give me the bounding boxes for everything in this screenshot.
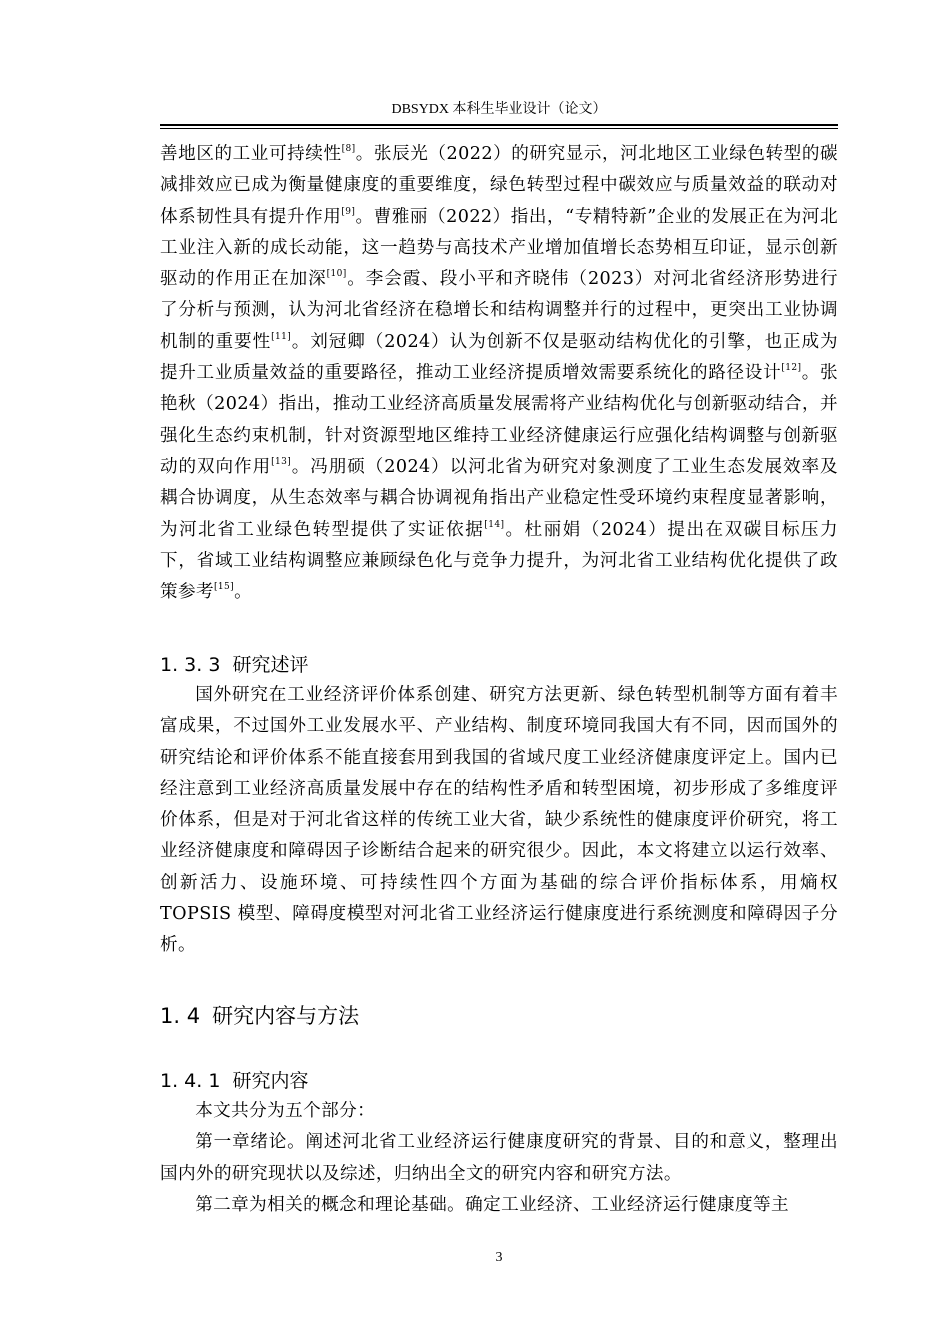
- header-rule-thick: [160, 124, 838, 126]
- text-run: 善地区的工业可持续性: [160, 144, 342, 164]
- section-number: 1. 4. 1: [160, 1070, 221, 1092]
- paragraph-intro: 本文共分为五个部分：: [195, 1101, 376, 1121]
- citation: [15]: [213, 582, 235, 593]
- text-run: 。冯朋硕（2024）以河北省为研究对象测度了工业生态发展效率及耦合协调度，从生态效率与耦合协调视角指出产业稳定性受环境约束程度显著影响，为河北省工业绿色转型提供了实证依据: [160, 456, 838, 540]
- paragraph-research-review: 国外研究在工业经济评价体系创建、研究方法更新、绿色转型机制等方面有着丰富成果，不过国外工业发展水平、产业结构、制度环境同我国大有不同，因而国外的研究结论和评价体系不能直接套用到我国的省域尺度工业经济健康度评定上。国内已经注意到工业经济高质量发展中存在的结构性矛盾和转型困境，初步形成了多维度评价体系，但是对于河北省这样的传统工业大省，缺少系统性的健康度评价研究，将工业经济健康度和障碍因子诊断结合起来的研究很少。因此，本文将建立以运行效率、创新活力、设施环境、可持续性四个方面为基础的综合评价指标体系，用熵权 TOPSIS 模型、障碍度模型对河北省工业经济运行健康度进行系统测度和障碍因子分析。: [160, 685, 838, 956]
- text-run: 。张艳秋（2024）指出，推动工业经济高质量发展需将产业结构优化与创新驱动结合，并强化生态约束机制，针对资源型地区维持工业经济健康运行应强化结构调整与创新驱动的双向作用: [160, 363, 838, 477]
- paragraph-chapter-1: 第一章绪论。阐述河北省工业经济运行健康度研究的背景、目的和意义，整理出国内外的研究现状以及综述，归纳出全文的研究内容和研究方法。: [160, 1132, 838, 1184]
- section-1-3-3-body: [160, 680, 838, 962]
- citation: [14]: [484, 519, 505, 530]
- page-number: 3: [495, 1250, 503, 1265]
- citation: [13]: [271, 456, 292, 467]
- paragraph-chapter-2: 第二章为相关的概念和理论基础。确定工业经济、工业经济运行健康度等主: [195, 1194, 789, 1215]
- citation: [8]: [341, 144, 356, 154]
- citation: [12]: [781, 363, 802, 374]
- text-run: 。: [234, 582, 253, 603]
- section-1-4-1-body: [160, 1096, 838, 1221]
- section-1-4-1-heading: [160, 1066, 838, 1096]
- citation: [10]: [326, 269, 347, 280]
- running-header: DBSYDX 本科生毕业设计（论文）: [391, 102, 607, 117]
- citation: [9]: [341, 206, 356, 217]
- paragraph-literature-domestic: [160, 139, 838, 608]
- text-run: 。李会霞、段小平和齐晓伟（2023）对河北省经济形势进行了分析与预测，认为河北省经济在稳增长和结构调整并行的过程中，更突出工业协调机制的重要性: [160, 269, 838, 352]
- section-1-4-heading: [160, 1000, 838, 1032]
- section-number: 1. 3. 3: [160, 654, 221, 676]
- body-paragraph-continued: [160, 139, 838, 608]
- header-rule-thin: [160, 128, 838, 129]
- citation: [11]: [271, 331, 292, 342]
- text-run: 。张辰光（2022）的研究显示，河北地区工业绿色转型的碳减排效应已成为衡量健康度的重要维度，绿色转型过程中碳效应与质量效益的联动对体系韧性具有提升作用: [160, 144, 838, 227]
- section-title: 研究述评: [232, 654, 309, 676]
- section-title: 研究内容: [232, 1070, 309, 1092]
- text-run: 。刘冠卿（2024）认为创新不仅是驱动结构优化的引擎，也正成为提升工业质量效益的重要路径，推动工业经济提质增效需要系统化的路径设计: [160, 331, 838, 384]
- section-number: 1. 4: [160, 1004, 201, 1028]
- text-run: 。杜丽娟（2024）提出在双碳目标压力下，省域工业结构调整应兼顾绿色化与竞争力提升，为河北省工业结构优化提供了政策参考: [160, 519, 838, 603]
- text-run: 。曹雅丽（2022）指出，“专精特新”企业的发展正在为河北工业注入新的成长动能，这一趋势与高技术产业增加值增长态势相互印证，显示创新驱动的作用正在加深: [160, 206, 838, 290]
- section-title: 研究内容与方法: [212, 1004, 360, 1028]
- section-1-3-3-heading: [160, 650, 838, 680]
